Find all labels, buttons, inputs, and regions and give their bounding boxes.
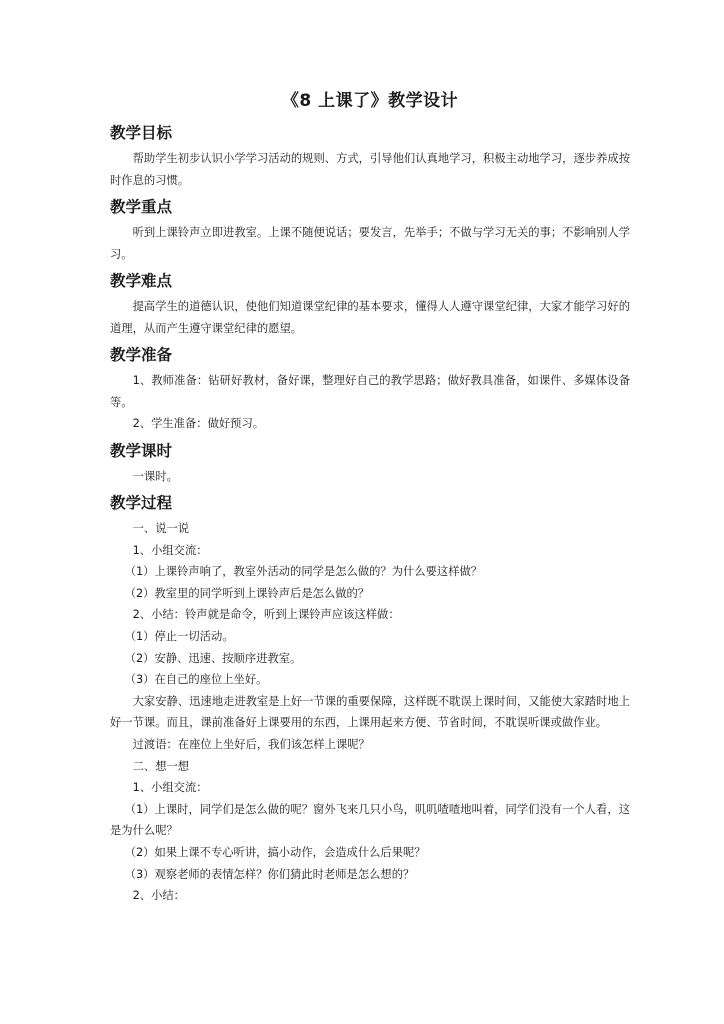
process-line: 大家安静、迅速地走进教室是上好一节课的重要保障，这样既不耽误上课时间，又能使大家踏时地上好一节课。而且，课前准备好上课要用的东西，上课用起来方便、节省时间，不耽误听课或做作业。 [110, 694, 630, 730]
process-line: 二、想一想 [132, 759, 190, 773]
section-difficulty [110, 270, 630, 339]
process-line: （2）安静、迅速、按顺序进教室。 [124, 651, 302, 665]
document-page [110, 88, 630, 912]
section-goal [110, 122, 630, 191]
process-line: （2）如果上课不专心听讲，搞小动作，会造成什么后果呢？ [124, 845, 426, 859]
process-line: 过渡语：在座位上坐好后，我们该怎样上课呢？ [132, 737, 370, 751]
process-line: 1、小组交流： [132, 543, 208, 557]
process-line: （3）在自己的座位上坐好。 [124, 673, 268, 687]
section-hours [110, 440, 630, 488]
process-line: （2）教室里的同学听到上课铃声后是怎么做的？ [124, 586, 370, 600]
section-process [110, 492, 630, 907]
process-line: 一、说一说 [132, 522, 190, 535]
process-line: 2、小结：铃声就是命令，听到上课铃声应该这样做： [132, 608, 400, 622]
process-line: （3）观察老师的表情怎样？你们猜此时老师是怎么想的？ [124, 867, 415, 881]
section-heading-hours: 教学课时 [110, 441, 173, 460]
section-key [110, 196, 630, 265]
process-line: （1）上课时，同学们是怎么做的呢？窗外飞来几只小鸟，叽叽喳喳地叫着，同学们没有一个人看，这是为什么呢？ [110, 802, 630, 838]
section-text-key: 听到上课铃声立即进教室。上课不随便说话；要发言，先举手；不做与学习无关的事；不影响别人学习。 [110, 226, 630, 261]
document-title: 《8 上课了》教学设计 [281, 91, 459, 111]
section-heading-difficulty: 教学难点 [110, 272, 173, 290]
section-prep [110, 344, 630, 435]
prep-item: 2、学生准备：做好预习。 [132, 417, 265, 430]
section-text-goal: 帮助学生初步认识小学学习活动的规则、方式，引导他们认真地学习，积极主动地学习，逐步养成按时作息的习惯。 [110, 152, 630, 187]
process-line: （1）停止一切活动。 [124, 629, 234, 643]
section-text-hours: 一课时。 [132, 469, 178, 483]
process-line: 1、小组交流： [132, 781, 208, 795]
section-text-difficulty: 提高学生的道德认识，使他们知道课堂纪律的基本要求，懂得人人遵守课堂纪律，大家才能学习好的道理，从而产生遵守课堂纪律的愿望。 [110, 300, 630, 335]
section-heading-goal: 教学目标 [110, 124, 173, 142]
section-heading-prep: 教学准备 [110, 346, 173, 364]
process-line: （1）上课铃声响了，教室外活动的同学是怎么做的？为什么要这样做？ [124, 565, 483, 579]
process-line: 2、小结： [132, 889, 185, 903]
prep-item: 1、教师准备：钻研好教材，备好课，整理好自己的教学思路；做好教具准备，如课件、多媒体设备等。 [110, 374, 630, 409]
section-heading-process: 教学过程 [110, 494, 173, 512]
section-heading-key: 教学重点 [110, 198, 173, 216]
